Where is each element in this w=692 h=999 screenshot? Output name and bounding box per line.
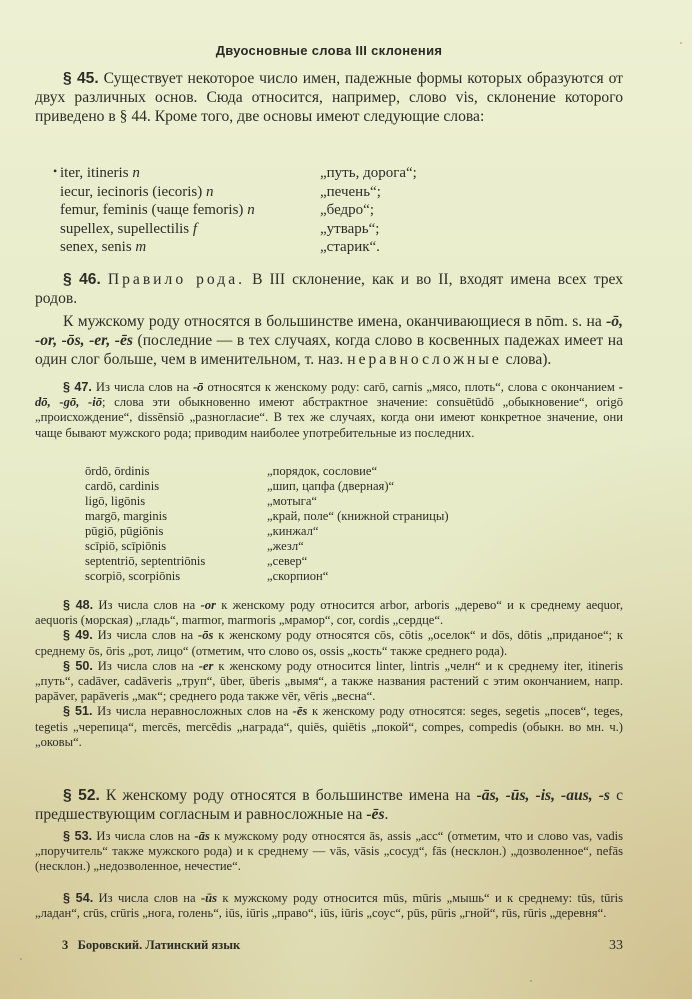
- table-row: [85, 464, 449, 479]
- gloss: „север“: [267, 554, 308, 568]
- gender-mark: m: [135, 239, 147, 255]
- latin-word: cardō, cardinis: [85, 479, 160, 493]
- running-head: Двуосновные слова III склонения: [215, 43, 443, 58]
- section-50-text: [35, 659, 623, 705]
- section-46: [35, 270, 623, 369]
- word-list-45: [53, 164, 648, 257]
- section-49-text: [35, 628, 623, 658]
- table-row: [85, 524, 449, 539]
- section-47: [35, 380, 623, 441]
- paragraph-text: К женскому роду относятся в большинстве имена на: [105, 787, 471, 804]
- table-row: [85, 554, 449, 569]
- gloss: „печень“;: [320, 183, 381, 200]
- table-row: [60, 164, 417, 183]
- table-row: [85, 569, 449, 584]
- paragraph-text: ; слова эти обыкновенно имеют абстрактное значение: consuētūdō „обыкновение“, origō „происхождение“, dissēnsiō „разногласие“. В тех же случаях, когда они имеют конкретное значение, они чаще бывают мужского рода; приводим наиболее употребительные из последних.: [35, 395, 623, 440]
- section-number: § 53.: [63, 829, 93, 843]
- ending: -or: [200, 598, 216, 612]
- section-52-text: [35, 786, 623, 824]
- paragraph-text: относятся к женскому роду: carō, carnis „мясо, плоть“, слова с окончанием: [207, 380, 615, 394]
- gloss: „кинжал“: [267, 524, 319, 538]
- section-number: § 54.: [63, 891, 94, 905]
- page-number: 33: [609, 938, 623, 953]
- section-48-text: [35, 598, 623, 628]
- paragraph-text: Из числа слов на: [98, 598, 196, 612]
- word-list-47: [85, 464, 673, 584]
- ending: -ās: [194, 829, 210, 843]
- section-number: § 48.: [63, 598, 94, 612]
- section-51-text: [35, 704, 623, 750]
- ending: -ōs: [198, 628, 214, 643]
- paragraph-text: Из числа слов на: [96, 829, 191, 843]
- section-46-para-2: [35, 312, 623, 369]
- latin-word: iter, itineris: [60, 165, 129, 181]
- latin-word: supellex, supellectilis: [60, 220, 190, 237]
- word-table: [85, 464, 449, 584]
- section-54: [35, 891, 623, 921]
- word-table: [60, 164, 417, 257]
- table-row: [85, 494, 449, 509]
- sections-48-51: [35, 598, 623, 750]
- table-row: [85, 479, 449, 494]
- paper-speck: [20, 958, 22, 960]
- paper-speck: [680, 42, 682, 44]
- section-number: § 45.: [63, 70, 99, 87]
- paragraph-text: Существует некоторое число имен, падежные формы которых образуются от двух различных основ. Сюда относится, например, слово vis, склонение которого приведено в § 44. Кроме того, две основы имеют следующие слова:: [35, 70, 623, 125]
- gloss: „порядок, сословие“: [267, 464, 378, 478]
- section-number: § 47.: [63, 380, 92, 394]
- gloss: „мотыга“: [267, 494, 317, 508]
- spaced-term: неравносложные: [347, 351, 502, 368]
- gloss: „жезл“: [267, 539, 304, 553]
- gender-mark: n: [247, 202, 255, 218]
- paragraph-text: .: [384, 806, 389, 823]
- ending: -ēs: [366, 806, 385, 823]
- paragraph-text: с предшествующим согласным и равносложные на: [35, 787, 623, 823]
- endings: -ō, -or, -ōs, -er, -ēs: [35, 313, 623, 349]
- latin-word: ligō, ligōnis: [85, 494, 146, 508]
- gender-mark: f: [192, 220, 198, 237]
- section-53: [35, 829, 623, 875]
- latin-word: pūgiō, pūgiōnis: [85, 524, 164, 538]
- table-row: [60, 220, 417, 239]
- paragraph-text: Из числа слов на: [97, 658, 194, 673]
- paragraph-text: к женскому роду относится linter, lintris „челн“ и к среднему iter, itineris „путь“, cadāver, cadāveris „труп“, ūber, ūberis „вымя“, а также названия растений с этим окончанием, напр. papāver, papāveris „мак“; среднего рода также vēr, vēris „весна“.: [35, 658, 623, 704]
- gloss: „шип, цапфа (дверная)“: [267, 479, 395, 493]
- section-45-text: [35, 69, 623, 126]
- section-52: [35, 786, 623, 824]
- footer-signature: 3 Боровский. Латинский язык: [62, 938, 241, 952]
- section-number: § 46.: [63, 271, 101, 288]
- ending: -ūs: [200, 891, 218, 905]
- paragraph-text: В III склонение, как и во II, входят имена всех трех родов.: [35, 271, 624, 307]
- latin-word: scorpiō, scorpiōnis: [85, 569, 181, 583]
- section-54-text: [35, 891, 623, 921]
- section-heading: Правило рода.: [107, 271, 246, 288]
- paragraph-text: слова).: [505, 351, 552, 368]
- paragraph-text: к мужскому роду относится mūs, mūris „мышь“ и к среднему: tūs, tūris „ладан“, crūs, crūris „нога, голень“, iūs, iūris „право“, iūs, iūris „соус“, pūs, pūris „гной“, rūs, rūris „деревня“.: [35, 891, 624, 921]
- table-row: [85, 509, 449, 524]
- gloss: „путь, дорога“;: [320, 165, 417, 181]
- paragraph-text: К мужскому роду относятся в большинстве имена, оканчивающиеся в nōm. s. на: [63, 313, 602, 330]
- section-number: § 49.: [63, 628, 93, 643]
- latin-word: ōrdō, ōrdinis: [85, 464, 150, 478]
- paragraph-text: Из числа слов на: [98, 891, 196, 905]
- paragraph-text: (последние — в тех случаях, когда слово в косвенных падежах имеет на один слог больше, чем в именительном, т. наз.: [35, 332, 623, 368]
- table-row: [60, 183, 417, 202]
- section-45: [35, 69, 623, 126]
- gloss: „скорпион“: [267, 569, 329, 583]
- section-46-para-1: [35, 270, 623, 308]
- section-53-text: [35, 829, 623, 875]
- table-row: [60, 238, 417, 257]
- endings: -ās, -ūs, -is, -aus, -s: [476, 787, 611, 804]
- paragraph-text: Из числа слов на: [97, 628, 194, 643]
- paragraph-text: Из числа слов на: [95, 380, 189, 394]
- paragraph-text: к женскому роду относятся: seges, segetis „посев“, teges, tegetis „черепица“, mercēs, mercēdis „награда“, quiēs, quiētis „покой“, compes, compedis (обыкн. во мн. ч.) „оковы“.: [35, 704, 623, 749]
- latin-word: iecur, iecinoris (iecoris): [60, 183, 203, 200]
- section-number: § 52.: [63, 787, 100, 804]
- paragraph-text: к мужскому роду относятся ās, assis „асс“ (отметим, что и слово vas, vadis „поручитель“ также мужского рода) и к среднему — vās, vāsis „сосуд“, fās (несклон.) „дозволенное“, nefās (несклон.) „недозволенное, нечестие“.: [35, 829, 624, 874]
- gloss: „утварь“;: [320, 220, 380, 237]
- paragraph-text: к женскому роду относится arbor, arboris „дерево“ и к среднему aequor, aequoris (морская) „гладь“, marmor, marmoris „мрамор“, cor, cordis „сердце“.: [35, 598, 623, 628]
- section-number: § 51.: [63, 704, 93, 719]
- latin-word: septentriō, septentriōnis: [85, 554, 206, 568]
- table-row: [85, 539, 449, 554]
- paragraph-text: к женскому роду относятся cōs, cōtis „оселок“ и dōs, dōtis „приданое“; к среднему ōs, ōris „рот, лицо“ (отметим, что слово os, ossis „кость“ также среднего рода).: [35, 628, 623, 658]
- section-47-text: [35, 380, 623, 441]
- ending: -ō: [192, 380, 204, 394]
- gender-mark: n: [206, 183, 214, 200]
- latin-word: margō, marginis: [85, 509, 168, 523]
- latin-word: senex, senis: [60, 239, 132, 255]
- endings: -dō, -gō, -iō: [35, 380, 623, 410]
- latin-word: scīpiō, scīpiōnis: [85, 539, 167, 553]
- gloss: „старик“.: [320, 239, 380, 255]
- gloss: „край, поле“ (книжной страницы): [267, 509, 449, 523]
- gloss: „бедро“;: [320, 202, 375, 218]
- table-row: [60, 201, 417, 220]
- ending: -ēs: [292, 704, 308, 719]
- latin-word: femur, feminis (чаще femoris): [60, 202, 244, 218]
- paragraph-text: Из числа неравносложных слов на: [97, 704, 289, 719]
- paper-speck: [530, 980, 532, 982]
- bullet-mark: •: [53, 164, 58, 178]
- ending: -er: [198, 658, 214, 673]
- section-number: § 50.: [63, 658, 93, 673]
- gender-mark: n: [132, 165, 140, 181]
